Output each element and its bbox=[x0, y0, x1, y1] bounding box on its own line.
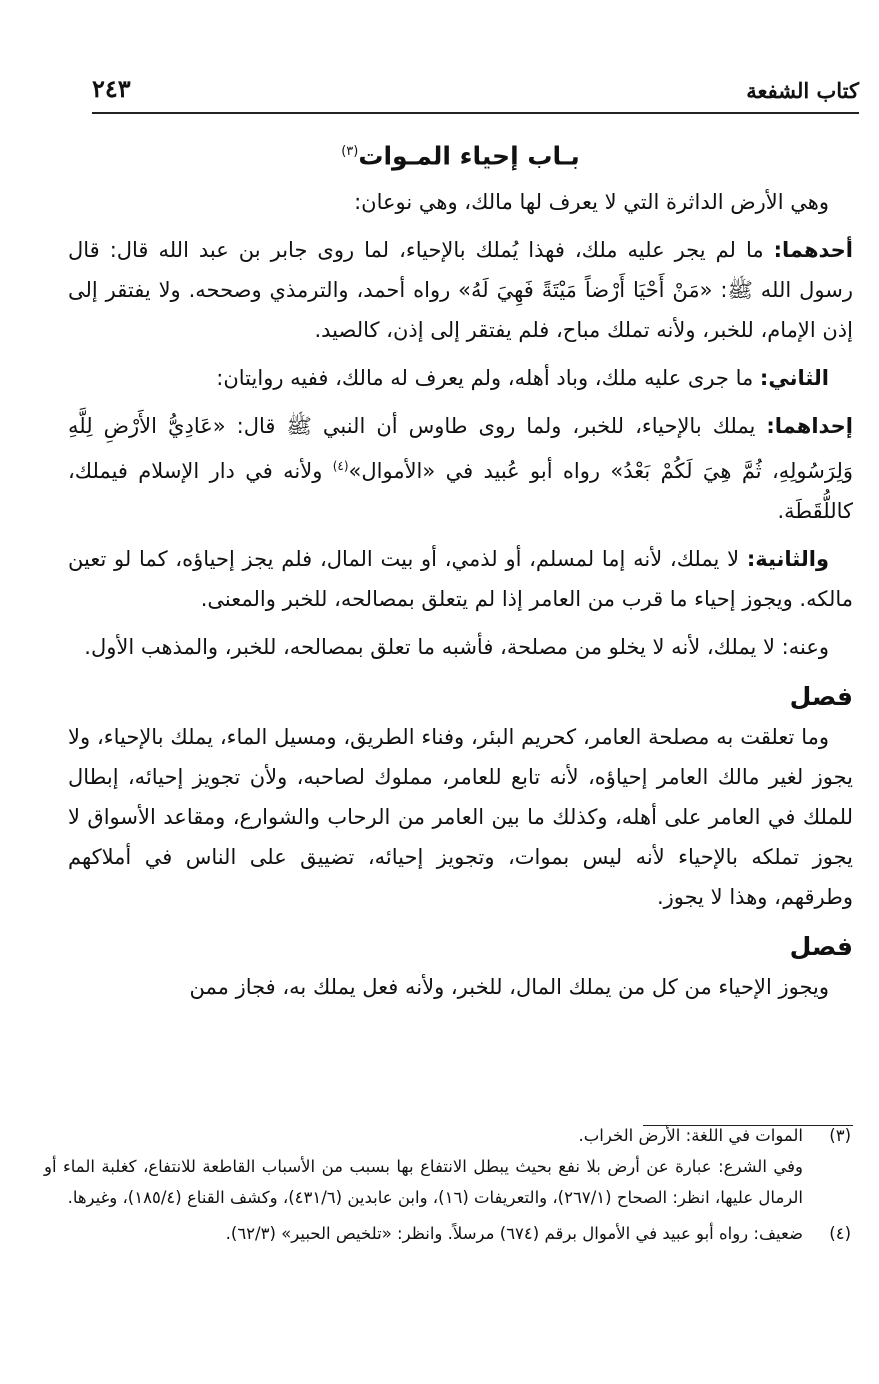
riwaya-two-text: لا يملك، لأنه إما لمسلم، أو لذمي، أو بيت المال، فلم يجز إحياؤه، كما لو تعين مالكه. ويجوز إحياء ما قرب من العامر إذا لم يتعلق بمصالحه، للخبر والمعنى. bbox=[68, 547, 853, 612]
page-number: ٢٤٣ bbox=[92, 74, 131, 103]
section-heading-fasl-1: فصل bbox=[789, 682, 853, 712]
fasl-1-paragraph: وما تعلقت به مصلحة العامر، كحريم البئر، وفناء الطريق، ومسيل الماء، يملك بالإحياء، ولا يجوز لغير مالك العامر إحياؤه، لأنه تابع للعامر، مملوك لصاحبه، ولأن تجويز إحيائه، إبطال للملك في العامر على أهله، وكذلك ما بين العامر من الرحاب والشوارع، ومقاعد الأسواق لا يجوز تملكه بالإحياء لأنه ليس بموات، وتجويز إحيائه، تضييق على الناس في أملاكهم وطرقهم، وهذا لا يجوز. bbox=[68, 725, 853, 910]
footnote-number: (٣) bbox=[829, 1126, 851, 1145]
chapter-title-text: بـاب إحياء المـوات bbox=[358, 141, 580, 171]
footnote-line: وفي الشرع: عبارة عن أرض بلا نفع بحيث يبطل الانتفاع بها بسبب من الأسباب القاطعة للانتفاع، كغلبة الماء أو الرمال عليها، انظر: الصحاح (٢٦٧/١)، والتعريفات (١٦)، وابن عابدين (٤٣١/٦)، وكشف القناع (١٨٥/٤)، وغيرها. bbox=[44, 1157, 803, 1207]
footnote-ref-3: (٣) bbox=[341, 144, 359, 159]
second-type-text: ما جرى عليه ملك، وباد أهله، ولم يعرف له مالك، ففيه روايتان: bbox=[216, 366, 754, 391]
riwaya-one-text: يملك بالإحياء، للخبر، ولما روى طاوس أن النبي ﷺ قال: «عَادِيُّ الأَرْضِ لِلَّهِ وَلِرَسُولِهِ، ثُمَّ هِيَ لَكُمْ بَعْدُ» رواه أبو عُبيد في «الأموال» bbox=[68, 414, 853, 484]
riwaya-two-paragraph bbox=[68, 539, 853, 619]
section-heading-fasl-2: فصل bbox=[789, 932, 853, 962]
second-type-paragraph bbox=[68, 358, 853, 398]
fasl-2-paragraph: ويجوز الإحياء من كل من يملك المال، للخبر، ولأنه فعل يملك به، فجاز ممن bbox=[189, 975, 829, 1000]
riwaya-one-label: إحداهما: bbox=[766, 414, 853, 439]
footnote-line: ضعيف: رواه أبو عبيد في الأموال برقم (٦٧٤) مرسلاً. وانظر: «تلخيص الحبير» (٦٢/٣). bbox=[225, 1224, 803, 1243]
first-type-label: أحدهما: bbox=[773, 238, 853, 263]
main-text bbox=[68, 130, 853, 1015]
footnote-number: (٤) bbox=[829, 1224, 851, 1243]
footnote-3 bbox=[44, 1120, 851, 1213]
wa-anhu-paragraph: وعنه: لا يملك، لأنه لا يخلو من مصلحة، فأشبه ما تعلق بمصالحه، للخبر، والمذهب الأول. bbox=[84, 635, 829, 660]
riwaya-two-label: والثانية: bbox=[746, 547, 829, 572]
footnote-ref-4: (٤) bbox=[332, 459, 349, 474]
chapter-title bbox=[68, 130, 853, 178]
footnote-line: الموات في اللغة: الأرض الخراب. bbox=[578, 1126, 803, 1145]
first-type-text: ما لم يجر عليه ملك، فهذا يُملك بالإحياء، لما روى جابر بن عبد الله قال: قال رسول الله ﷺ: «مَنْ أَحْيَا أَرْضاً مَيْتَةً فَهِيَ لَهُ» رواه أحمد، والترمذي وصححه. ولا يفتقر إلى إذن الإمام، للخبر، ولأنه تملك مباح، فلم يفتقر إلى إذن، كالصيد. bbox=[68, 238, 853, 343]
first-type-paragraph bbox=[68, 230, 853, 350]
running-header bbox=[92, 72, 859, 114]
riwaya-one-paragraph bbox=[68, 406, 853, 531]
footnote-4 bbox=[44, 1218, 851, 1249]
second-type-label: الثاني: bbox=[759, 366, 829, 391]
riwaya-one-text-end: ولأنه في دار الإسلام فيملك، كاللُّقَطَة. bbox=[68, 459, 853, 524]
book-title: كتاب الشفعة bbox=[746, 78, 859, 103]
footnotes bbox=[44, 1120, 851, 1254]
intro-paragraph: وهي الأرض الداثرة التي لا يعرف لها مالك، وهي نوعان: bbox=[354, 190, 829, 215]
